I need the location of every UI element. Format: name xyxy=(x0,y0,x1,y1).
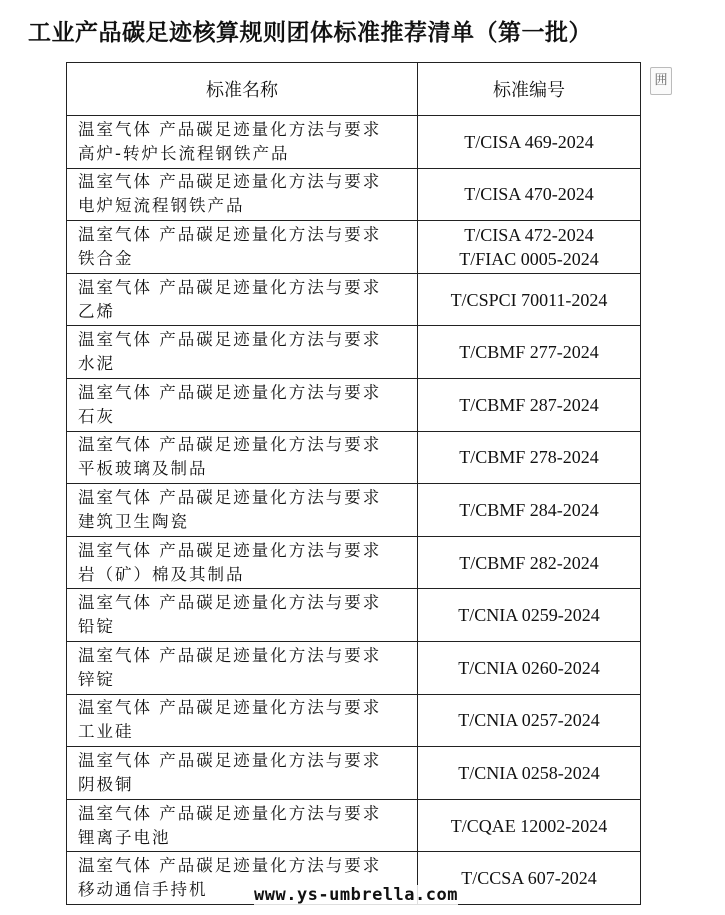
standard-number-cell xyxy=(418,431,641,484)
standard-number: T/CCSA 607-2024 xyxy=(461,868,597,889)
standard-number-cell xyxy=(418,378,641,431)
standard-number: T/CBMF 287-2024 xyxy=(459,394,599,415)
product-category-line: 铁合金 xyxy=(78,248,134,268)
standard-number: T/CNIA 0259-2024 xyxy=(458,605,600,626)
standard-number-cell xyxy=(418,536,641,589)
table-body xyxy=(67,116,641,905)
standard-number: T/CNIA 0260-2024 xyxy=(458,657,600,678)
product-category-line: 铅锭 xyxy=(78,617,115,637)
standard-number: T/CISA 472-2024 xyxy=(464,224,594,245)
standard-name-line: 温室气体 产品碳足迹量化方法与要求 xyxy=(78,172,382,192)
product-category-line: 石灰 xyxy=(78,406,115,426)
standard-number-cell xyxy=(418,747,641,800)
standard-number: T/CSPCI 70011-2024 xyxy=(450,289,608,310)
standard-number-cell xyxy=(418,589,641,642)
header-standard-name: 标准名称 xyxy=(67,63,418,116)
standard-name-line: 温室气体 产品碳足迹量化方法与要求 xyxy=(78,435,382,455)
watermark-text: www.ys-umbrella.com xyxy=(254,885,458,905)
standard-name-line: 温室气体 产品碳足迹量化方法与要求 xyxy=(78,698,382,718)
standard-number: T/CQAE 12002-2024 xyxy=(450,815,608,836)
product-category-line: 锌锭 xyxy=(78,669,115,689)
product-category-line: 高炉-转炉长流程钢铁产品 xyxy=(78,143,290,163)
standard-number: T/CBMF 284-2024 xyxy=(459,499,599,520)
standards-table-container xyxy=(66,62,640,905)
standard-name-cell xyxy=(67,326,418,379)
standard-number: T/CNIA 0257-2024 xyxy=(458,710,600,731)
standard-name-line: 温室气体 产品碳足迹量化方法与要求 xyxy=(78,645,382,665)
standard-number-cell xyxy=(418,326,641,379)
table-row xyxy=(67,168,641,221)
standard-number: T/CBMF 278-2024 xyxy=(459,447,599,468)
table-header-row xyxy=(67,63,641,116)
standard-name-cell xyxy=(67,168,418,221)
standard-name-line: 温室气体 产品碳足迹量化方法与要求 xyxy=(78,803,382,823)
product-category-line: 岩（矿）棉及其制品 xyxy=(78,564,245,584)
table-row xyxy=(67,641,641,694)
standard-name-line: 温室气体 产品碳足迹量化方法与要求 xyxy=(78,593,382,613)
table-row xyxy=(67,431,641,484)
standard-number: T/CBMF 282-2024 xyxy=(459,552,599,573)
standard-name-cell xyxy=(67,484,418,537)
standard-name-cell xyxy=(67,589,418,642)
table-view-icon[interactable]: 囲 xyxy=(650,67,672,95)
table-row xyxy=(67,484,641,537)
standard-name-line: 温室气体 产品碳足迹量化方法与要求 xyxy=(78,277,382,297)
standard-number: T/CISA 469-2024 xyxy=(464,131,594,152)
standard-number-cell xyxy=(418,221,641,274)
product-category-line: 水泥 xyxy=(78,354,115,374)
standard-number: T/CISA 470-2024 xyxy=(464,184,594,205)
product-category-line: 平板玻璃及制品 xyxy=(78,459,208,479)
standard-number: T/FIAC 0005-2024 xyxy=(459,248,599,269)
standard-name-line: 温室气体 产品碳足迹量化方法与要求 xyxy=(78,856,382,876)
standard-number: T/CBMF 277-2024 xyxy=(459,342,599,363)
standard-name-cell xyxy=(67,799,418,852)
standard-number: T/CNIA 0258-2024 xyxy=(458,762,600,783)
product-category-line: 工业硅 xyxy=(78,722,134,742)
product-category-line: 乙烯 xyxy=(78,301,115,321)
table-row xyxy=(67,589,641,642)
standard-name-line: 温室气体 产品碳足迹量化方法与要求 xyxy=(78,119,382,139)
standard-name-cell xyxy=(67,536,418,589)
table-row xyxy=(67,221,641,274)
standard-name-cell xyxy=(67,641,418,694)
standard-number-cell xyxy=(418,641,641,694)
standard-name-line: 温室气体 产品碳足迹量化方法与要求 xyxy=(78,382,382,402)
standard-number-cell xyxy=(418,694,641,747)
standard-name-cell xyxy=(67,747,418,800)
standard-name-cell xyxy=(67,378,418,431)
standard-name-cell xyxy=(67,273,418,326)
standard-name-line: 温室气体 产品碳足迹量化方法与要求 xyxy=(78,540,382,560)
standard-name-line: 温室气体 产品碳足迹量化方法与要求 xyxy=(78,750,382,770)
product-category-line: 锂离子电池 xyxy=(78,827,171,847)
table-row xyxy=(67,116,641,169)
standard-name-line: 温室气体 产品碳足迹量化方法与要求 xyxy=(78,224,382,244)
standard-name-cell xyxy=(67,431,418,484)
table-row xyxy=(67,536,641,589)
standard-number-cell xyxy=(418,799,641,852)
product-category-line: 阴极铜 xyxy=(78,774,134,794)
table-row xyxy=(67,694,641,747)
standard-number-cell xyxy=(418,168,641,221)
standard-name-line: 温室气体 产品碳足迹量化方法与要求 xyxy=(78,330,382,350)
table-row xyxy=(67,273,641,326)
standard-name-cell xyxy=(67,116,418,169)
standard-number-cell xyxy=(418,484,641,537)
standard-number-cell xyxy=(418,273,641,326)
standard-name-cell xyxy=(67,221,418,274)
product-category-line: 移动通信手持机 xyxy=(78,880,208,900)
page-title: 工业产品碳足迹核算规则团体标准推荐清单（第一批） xyxy=(28,20,592,46)
standards-table xyxy=(66,62,641,905)
table-row xyxy=(67,799,641,852)
product-category-line: 建筑卫生陶瓷 xyxy=(78,511,189,531)
table-row xyxy=(67,378,641,431)
standard-name-line: 温室气体 产品碳足迹量化方法与要求 xyxy=(78,487,382,507)
header-standard-number: 标准编号 xyxy=(418,63,641,116)
standard-name-cell xyxy=(67,694,418,747)
table-row xyxy=(67,747,641,800)
standard-number-cell xyxy=(418,116,641,169)
table-row xyxy=(67,326,641,379)
product-category-line: 电炉短流程钢铁产品 xyxy=(78,196,245,216)
